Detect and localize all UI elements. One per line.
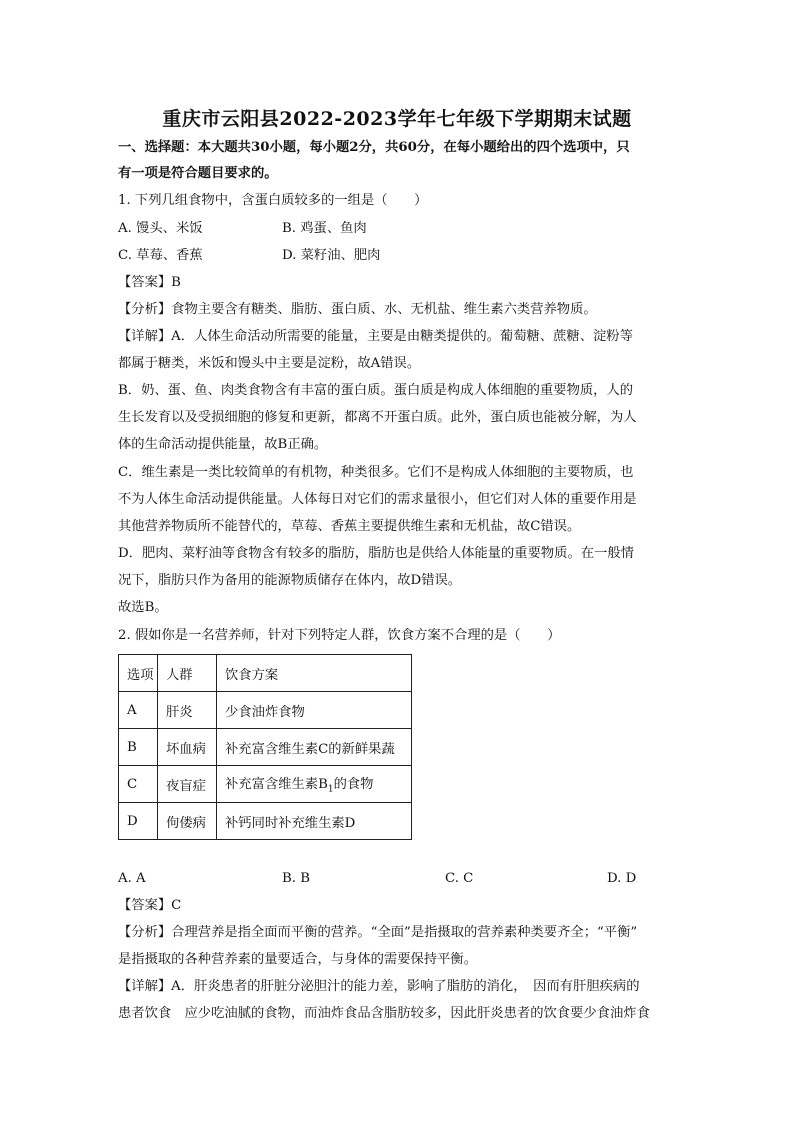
- q2-option-d: D. D: [607, 871, 637, 886]
- table-header-cell: 饮食方案: [217, 655, 412, 692]
- q1-detail-line: 故选B。: [118, 600, 168, 615]
- q2-table: [118, 654, 412, 840]
- q1-answer: 【答案】B: [118, 275, 181, 290]
- section-heading-line-1: 一、选择题：本大题共30小题，每小题2分，共60分，在每小题给出的四个选项中，只: [118, 140, 630, 155]
- q1-detail-line: C．维生素是一类比较简单的有机物，种类很多。它们不是构成人体细胞的主要物质，也: [118, 465, 634, 480]
- table-cell: 补钙同时补充维生素D: [217, 803, 412, 840]
- table-cell: B: [119, 729, 158, 766]
- table-cell: 肝炎: [158, 692, 217, 729]
- plan-text: 补充富含维生素B: [225, 777, 328, 793]
- table-cell: 佝偻病: [158, 803, 217, 840]
- table-row: [119, 803, 412, 840]
- q2-option-c: C. C: [445, 871, 474, 886]
- q2-analysis-line: 是指摄取的各种营养素的量要适合，与身体的需要保持平衡。: [118, 952, 478, 967]
- q2-answer: 【答案】C: [118, 898, 182, 913]
- q1-detail-line: 都属于糖类，米饭和馒头中主要是淀粉，故A错误。: [118, 356, 421, 371]
- q2-option-b: B. B: [282, 871, 310, 886]
- plan-text: 的食物: [333, 777, 374, 793]
- q1-detail-line: 生长发育以及受损细胞的修复和更新，都离不开蛋白质。此外，蛋白质也能被分解，为人: [118, 410, 637, 425]
- q1-detail-line: 【详解】A．人体生命活动所需要的能量，主要是由糖类提供的。葡萄糖、蔗糖、淀粉等: [118, 329, 633, 344]
- table-cell: 坏血病: [158, 729, 217, 766]
- q1-detail-line: 况下，脂肪只作为备用的能源物质储存在体内，故D错误。: [118, 573, 462, 588]
- table-row: [119, 729, 412, 766]
- table-cell: 补充富含维生素C的新鲜果蔬: [217, 729, 412, 766]
- table-cell: 少食油炸食物: [217, 692, 412, 729]
- q2-detail-line: 【详解】A．肝炎患者的肝脏分泌胆汁的能力差，影响了脂肪的消化， 因而有肝胆疾病的: [118, 979, 640, 994]
- q1-stem: 1. 下列几组食物中，含蛋白质较多的一组是（ ）: [118, 193, 428, 208]
- table-cell: [217, 766, 412, 803]
- page-title: 重庆市云阳县2022-2023学年七年级下学期期末试题: [162, 108, 632, 130]
- table-header-row: [119, 655, 412, 692]
- q1-analysis: 【分析】食物主要含有糖类、脂肪、蛋白质、水、无机盐、维生素六类营养物质。: [118, 302, 597, 317]
- q1-detail-line: 体的生命活动提供能量，故B正确。: [118, 437, 328, 452]
- q1-option-d: D. 菜籽油、肥肉: [282, 248, 381, 263]
- q1-option-c: C. 草莓、香蕉: [118, 248, 203, 263]
- table-header-cell: 选项: [119, 655, 158, 692]
- q1-detail-line: B．奶、蛋、鱼、肉类食物含有丰富的蛋白质。蛋白质是构成人体细胞的重要物质，人的: [118, 383, 634, 398]
- q1-detail-line: D．肥肉、菜籽油等食物含有较多的脂肪，脂肪也是供给人体能量的重要物质。在一般情: [118, 546, 634, 561]
- q1-detail-line: 其他营养物质所不能替代的，草莓、香蕉主要提供维生素和无机盐，故C错误。: [118, 519, 581, 534]
- table-cell: D: [119, 803, 158, 840]
- table-row: [119, 766, 412, 803]
- subscript: 1: [327, 784, 334, 795]
- q1-detail-line: 不为人体生命活动提供能量。人体每日对它们的需求量很小，但它们对人体的重要作用是: [118, 492, 637, 507]
- table-cell: 夜盲症: [158, 766, 217, 803]
- q2-analysis-line: 【分析】合理营养是指全面而平衡的营养。“全面”是指摄取的营养素种类要齐全；“平衡”: [118, 925, 638, 940]
- q2-option-a: A. A: [118, 871, 146, 886]
- table-cell: A: [119, 692, 158, 729]
- section-heading-line-2: 有一项是符合题目要求的。: [118, 166, 278, 181]
- q1-option-b: B. 鸡蛋、鱼肉: [282, 221, 367, 236]
- table-header-cell: 人群: [158, 655, 217, 692]
- table-cell: C: [119, 766, 158, 803]
- q1-option-a: A. 馒头、米饭: [118, 221, 203, 236]
- q2-detail-line: 患者饮食 应少吃油腻的食物，而油炸食品含脂肪较多，因此肝炎患者的饮食要少食油炸食: [118, 1006, 650, 1021]
- table-row: [119, 692, 412, 729]
- q2-stem: 2. 假如你是一名营养师，针对下列特定人群，饮食方案不合理的是（ ）: [118, 628, 561, 643]
